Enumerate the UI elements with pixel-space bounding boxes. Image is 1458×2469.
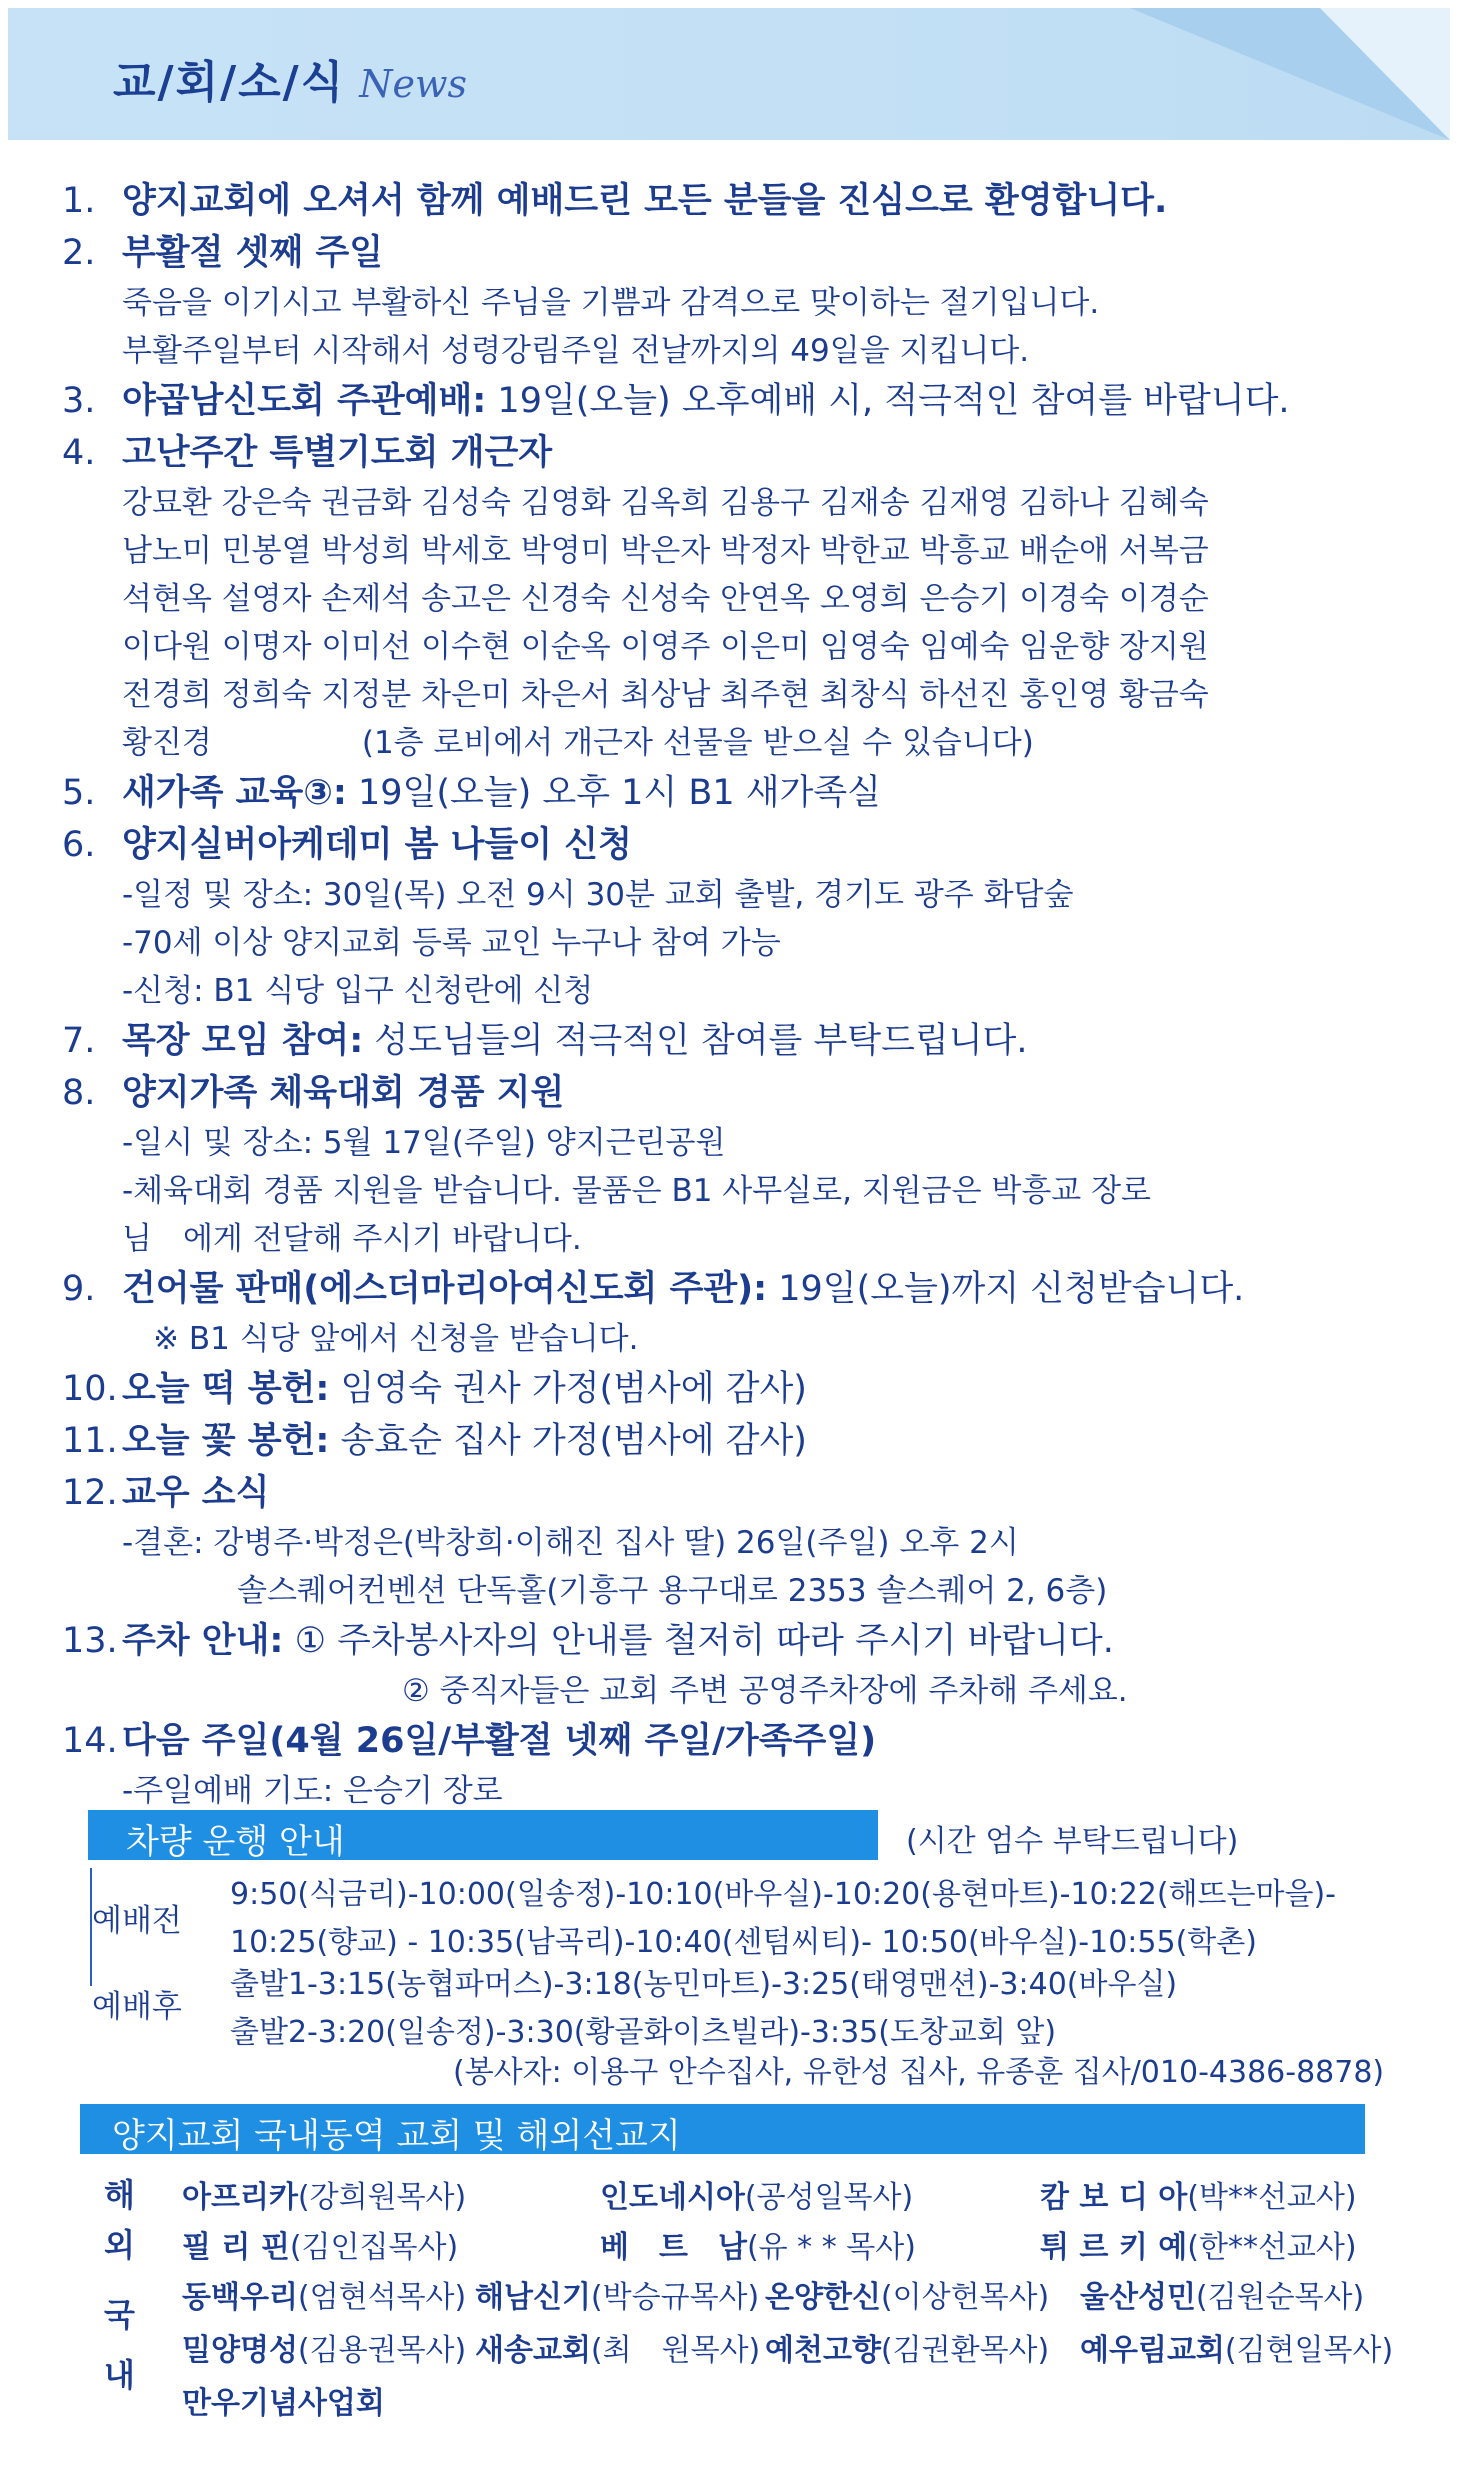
attendee-names: 전경희 정희숙 지정분 차은미 차은서 최상남 최주현 최창식 하선진 홍인영 황금숙 [122, 677, 1209, 713]
item-line: ② 중직자들은 교회 주변 공영주차장에 주차해 주세요. [402, 1673, 1128, 1709]
header-decoration-light [1320, 8, 1450, 140]
item-number: 3. [62, 381, 96, 421]
item-number: 4. [62, 433, 96, 473]
before-route-line: 10:25(향교) - 10:35(남곡리)-10:40(센텀씨티)- 10:50(바우실)-10:55(학촌) [230, 1925, 1257, 1960]
item-number: 8. [62, 1073, 96, 1113]
item-line: -주일예배 기도: 은승기 장로 [122, 1773, 503, 1809]
mission-entry: 베 트 남(유 * * 목사) [600, 2230, 916, 2265]
item-number: 5. [62, 773, 96, 813]
mission-entry: 필 리 핀(김인집목사) [182, 2230, 459, 2265]
item-title: 오늘 떡 봉헌: [122, 1369, 330, 1409]
news-item-heading [62, 767, 1422, 819]
item-number: 1. [62, 181, 96, 221]
item-number: 6. [62, 825, 96, 865]
item-number: 9. [62, 1269, 96, 1309]
church-entry: 새송교회(최 원목사) [475, 2333, 761, 2368]
item-line: 부활주일부터 시작해서 성령강림주일 전날까지의 49일을 지킵니다. [122, 333, 1030, 369]
item-title: 양지실버아케데미 봄 나들이 신청 [122, 825, 632, 865]
news-item [62, 1015, 1422, 1067]
news-item-heading [62, 1615, 1422, 1667]
church-entry: 만우기념사업회 [182, 2386, 385, 2421]
news-item [62, 1467, 1422, 1615]
item-detail: 19일(오늘)까지 신청받습니다. [767, 1269, 1245, 1309]
overseas-label: 외 [104, 2226, 135, 2264]
news-item [62, 375, 1422, 427]
news-list [62, 175, 1422, 1815]
news-item-heading [62, 375, 1422, 427]
item-number: 10. [62, 1369, 118, 1409]
page-title [113, 46, 467, 110]
item-line: 솔스퀘어컨벤션 단독홀(기흥구 용구대로 2353 솔스퀘어 2, 6층) [237, 1573, 1108, 1609]
item-line: -신청: B1 식당 입구 신청란에 신청 [122, 973, 594, 1009]
church-entry: 예우림교회(김현일목사) [1080, 2333, 1394, 2368]
after-route-line: 출발2-3:20(일송정)-3:30(황골화이츠빌라)-3:35(도창교회 앞) [230, 2015, 1057, 2050]
item-line: -일정 및 장소: 30일(목) 오전 9시 30분 교회 출발, 경기도 광주 화담숲 [122, 877, 1074, 913]
after-service-label: 예배후 [92, 1989, 182, 2025]
item-title: 야곱남신도회 주관예배: [122, 381, 487, 421]
mission-entry: 캄 보 디 아(박**선교사) [1040, 2180, 1357, 2215]
missions-section-bar [80, 2104, 1365, 2154]
news-item [62, 175, 1422, 227]
volunteers-line: (봉사자: 이용구 안수집사, 유한성 집사, 유종훈 집사/010-4386-8878) [453, 2055, 1385, 2090]
mission-entry: 튀 르 키 예(한**선교사) [1040, 2230, 1357, 2265]
news-item [62, 1067, 1422, 1263]
news-item-heading [62, 227, 1422, 279]
domestic-label: 국 [104, 2296, 135, 2334]
news-item-heading [62, 1263, 1422, 1315]
missions-section-title: 양지교회 국내동역 교회 및 해외선교지 [112, 2116, 681, 2156]
title-korean: 교/회/소/식 [113, 57, 346, 108]
item-detail: 19일(오늘) 오후예배 시, 적극적인 참여를 바랍니다. [486, 381, 1290, 421]
item-number: 14. [62, 1721, 118, 1761]
before-route-line: 9:50(식금리)-10:00(일송정)-10:10(바우실)-10:20(용현마트)-10:22(해뜨는마을)- [230, 1877, 1336, 1912]
news-item [62, 1363, 1422, 1415]
news-item [62, 819, 1422, 1015]
item-line: -결혼: 강병주·박정은(박창희·이해진 집사 딸) 26일(주일) 오후 2시 [122, 1525, 1019, 1561]
item-detail: 19일(오늘) 오후 1시 B1 새가족실 [346, 773, 881, 813]
item-line: -체육대회 경품 지원을 받습니다. 물품은 B1 사무실로, 지원금은 박흥교 장로 [122, 1173, 1152, 1209]
church-entry: 온양한신(이상헌목사) [765, 2280, 1050, 2315]
church-entry: 예천고향(김권환목사) [765, 2333, 1050, 2368]
item-detail: ① 주차봉사자의 안내를 철저히 따라 주시기 바랍니다. [283, 1621, 1114, 1661]
news-item [62, 1415, 1422, 1467]
item-title: 오늘 꽃 봉헌: [122, 1421, 330, 1461]
title-news: News [359, 62, 467, 106]
after-route-line: 출발1-3:15(농협파머스)-3:18(농민마트)-3:25(태영맨션)-3:40(바우실) [230, 1967, 1178, 2002]
news-item [62, 1263, 1422, 1363]
news-item-heading [62, 819, 1422, 871]
attendee-names: 남노미 민봉열 박성희 박세호 박영미 박은자 박정자 박한교 박흥교 배순애 서복금 [122, 533, 1209, 569]
vehicle-schedule [88, 1866, 1388, 2096]
item-title: 고난주간 특별기도회 개근자 [122, 433, 553, 473]
item-title: 새가족 교육③: [122, 773, 347, 813]
domestic-label: 내 [104, 2356, 135, 2394]
church-entry: 밀양명성(김용권목사) [182, 2333, 467, 2368]
news-item-heading [62, 1467, 1422, 1519]
news-item-heading [62, 1363, 1422, 1415]
item-line: -일시 및 장소: 5월 17일(주일) 양지근린공원 [122, 1125, 726, 1161]
before-service-label: 예배전 [92, 1903, 182, 1939]
item-number: 13. [62, 1621, 118, 1661]
news-item-heading [62, 175, 1422, 227]
item-number: 11. [62, 1421, 118, 1461]
item-detail: 성도님들의 적극적인 참여를 부탁드립니다. [363, 1021, 1028, 1061]
vehicle-section-title: 차량 운행 안내 [126, 1822, 345, 1862]
item-title: 다음 주일(4월 26일/부활절 넷째 주일/가족주일) [122, 1721, 877, 1761]
news-item [62, 767, 1422, 819]
attendee-names: 황진경 [122, 725, 212, 761]
church-entry: 해남신기(박승규목사) [475, 2280, 760, 2315]
item-title: 교우 소식 [122, 1473, 270, 1513]
vehicle-note: (시간 엄수 부탁드립니다) [906, 1824, 1239, 1859]
item-line: 님 에게 전달해 주시기 바랍니다. [122, 1221, 582, 1257]
news-header [8, 8, 1450, 140]
news-item-heading [62, 1715, 1422, 1767]
news-item-heading [62, 1015, 1422, 1067]
news-item [62, 1615, 1422, 1715]
item-detail: 임영숙 권사 가정(범사에 감사) [329, 1369, 807, 1409]
mission-entry: 아프리카(강희원목사) [182, 2180, 467, 2215]
mission-entry: 인도네시아(공성일목사) [600, 2180, 914, 2215]
attendee-names: 강묘환 강은숙 권금화 김성숙 김영화 김옥희 김용구 김재송 김재영 김하나 김혜숙 [122, 485, 1209, 521]
gift-note: (1층 로비에서 개근자 선물을 받으실 수 있습니다) [361, 725, 1034, 761]
schedule-divider [90, 1868, 92, 1986]
church-entry: 울산성민(김원순목사) [1080, 2280, 1365, 2315]
item-line: 죽음을 이기시고 부활하신 주님을 기쁨과 감격으로 맞이하는 절기입니다. [122, 285, 1100, 321]
news-item [62, 227, 1422, 375]
news-item-heading [62, 427, 1422, 479]
item-title: 부활절 셋째 주일 [122, 233, 384, 273]
item-number: 2. [62, 233, 96, 273]
item-title: 양지교회에 오셔서 함께 예배드린 모든 분들을 진심으로 환영합니다. [122, 181, 1168, 221]
news-item-heading [62, 1067, 1422, 1119]
news-item-heading [62, 1415, 1422, 1467]
item-detail: 송효순 집사 가정(범사에 감사) [329, 1421, 807, 1461]
attendee-names: 석현옥 설영자 손제석 송고은 신경숙 신성숙 안연옥 오영희 은승기 이경숙 이경순 [122, 581, 1209, 617]
item-line: -70세 이상 양지교회 등록 교인 누구나 참여 가능 [122, 925, 781, 961]
overseas-label: 해 [104, 2176, 135, 2214]
attendee-names: 이다원 이명자 이미선 이수현 이순옥 이영주 이은미 임영숙 임예숙 임운향 장지원 [122, 629, 1209, 665]
vehicle-section-bar [88, 1810, 878, 1860]
news-item [62, 1715, 1422, 1815]
item-title: 양지가족 체육대회 경품 지원 [122, 1073, 565, 1113]
item-line: ※ B1 식당 앞에서 신청을 받습니다. [122, 1321, 639, 1357]
item-title: 주차 안내: [122, 1621, 284, 1661]
item-title: 목장 모임 참여: [122, 1021, 364, 1061]
church-entry: 동백우리(엄현석목사) [182, 2280, 467, 2315]
item-number: 12. [62, 1473, 118, 1513]
item-number: 7. [62, 1021, 96, 1061]
news-item [62, 427, 1422, 767]
item-title: 건어물 판매(에스더마리아여신도회 주관): [122, 1269, 768, 1309]
